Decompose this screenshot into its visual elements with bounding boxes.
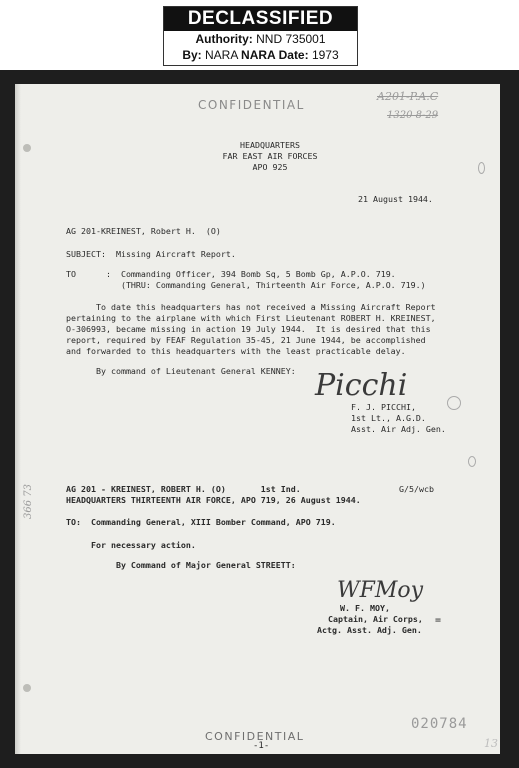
endorsement-code: G/5/wcb	[399, 484, 434, 494]
endorsement-action: For necessary action.	[66, 540, 196, 550]
signature-moy: WFMoy	[337, 578, 424, 603]
punch-hole	[23, 144, 31, 152]
paper-mark: =	[435, 615, 442, 626]
command-line: By command of Lieutenant General KENNEY:	[66, 366, 296, 376]
paper-mark	[447, 396, 461, 410]
signer-line: 1st Lt., A.G.D.	[351, 413, 426, 423]
signer-line: Asst. Air Adj. Gen.	[351, 424, 446, 434]
endorsement-hq: HEADQUARTERS THIRTEENTH AIR FORCE, APO 719, 26 August 1944.	[66, 495, 361, 505]
endorsement-ref: AG 201 - KREINEST, ROBERT H. (O) 1st Ind.	[66, 484, 301, 494]
reference-line: AG 201-KREINEST, Robert H. (O)	[66, 226, 221, 236]
signer-line: W. F. MOY,	[340, 603, 390, 613]
body-line: report, required by FEAF Regulation 35-45, 21 June 1944, be accomplished	[66, 335, 426, 345]
paper-mark	[478, 162, 485, 174]
signer-line: Captain, Air Corps,	[328, 614, 423, 624]
corner-number: 13	[484, 737, 498, 750]
signer-line: Actg. Asst. Adj. Gen.	[317, 625, 422, 635]
side-pencil-note: 366 73	[23, 484, 34, 519]
subject-line: SUBJECT: Missing Aircraft Report.	[66, 249, 236, 259]
document-date: 21 August 1944.	[358, 194, 433, 204]
body-line: To date this headquarters has not received a Missing Aircraft Report	[66, 302, 436, 312]
to-line: TO : Commanding Officer, 394 Bomb Sq, 5 Bomb Gp, A.P.O. 719.	[66, 269, 396, 279]
thru-line: (THRU: Commanding General, Thirteenth Air Force, A.P.O. 719.)	[66, 280, 426, 290]
classification-top: CONFIDENTIAL	[198, 98, 305, 112]
paper-mark	[468, 456, 476, 467]
stamp-by-date: By: NARA NARA Date: 1973	[182, 48, 339, 62]
page-number: -1-	[253, 741, 270, 751]
endorsement-to: TO: Commanding General, XIII Bomber Command, APO 719.	[66, 517, 336, 527]
header-line: FAR EAST AIR FORCES	[222, 151, 318, 161]
stamp-title: DECLASSIFIED	[164, 7, 357, 31]
signer-line: F. J. PICCHI,	[351, 402, 416, 412]
header-line: APO 925	[252, 162, 288, 172]
header-line: HEADQUARTERS	[240, 140, 300, 150]
stamp-authority: Authority: NND 735001	[195, 32, 326, 46]
body-line: O-306993, became missing in action 19 July 1944. It is desired that this	[66, 324, 431, 334]
declassification-band	[0, 0, 519, 70]
punch-hole	[23, 684, 31, 692]
pencil-note: A201-P.A.C	[377, 90, 439, 103]
body-line: and forwarded to this headquarters with the least practicable delay.	[66, 346, 406, 356]
file-number: 020784	[411, 716, 468, 732]
signature-picchi: Picchi	[315, 368, 408, 403]
declassified-stamp	[163, 6, 358, 66]
endorsement-command: By Command of Major General STREETT:	[66, 560, 296, 570]
document-page	[15, 84, 500, 754]
pencil-note: 1320 8-29	[387, 110, 439, 121]
classification-bottom: CONFIDENTIAL	[205, 730, 305, 743]
body-line: pertaining to the airplane with which First Lieutenant ROBERT H. KREINEST,	[66, 313, 436, 323]
